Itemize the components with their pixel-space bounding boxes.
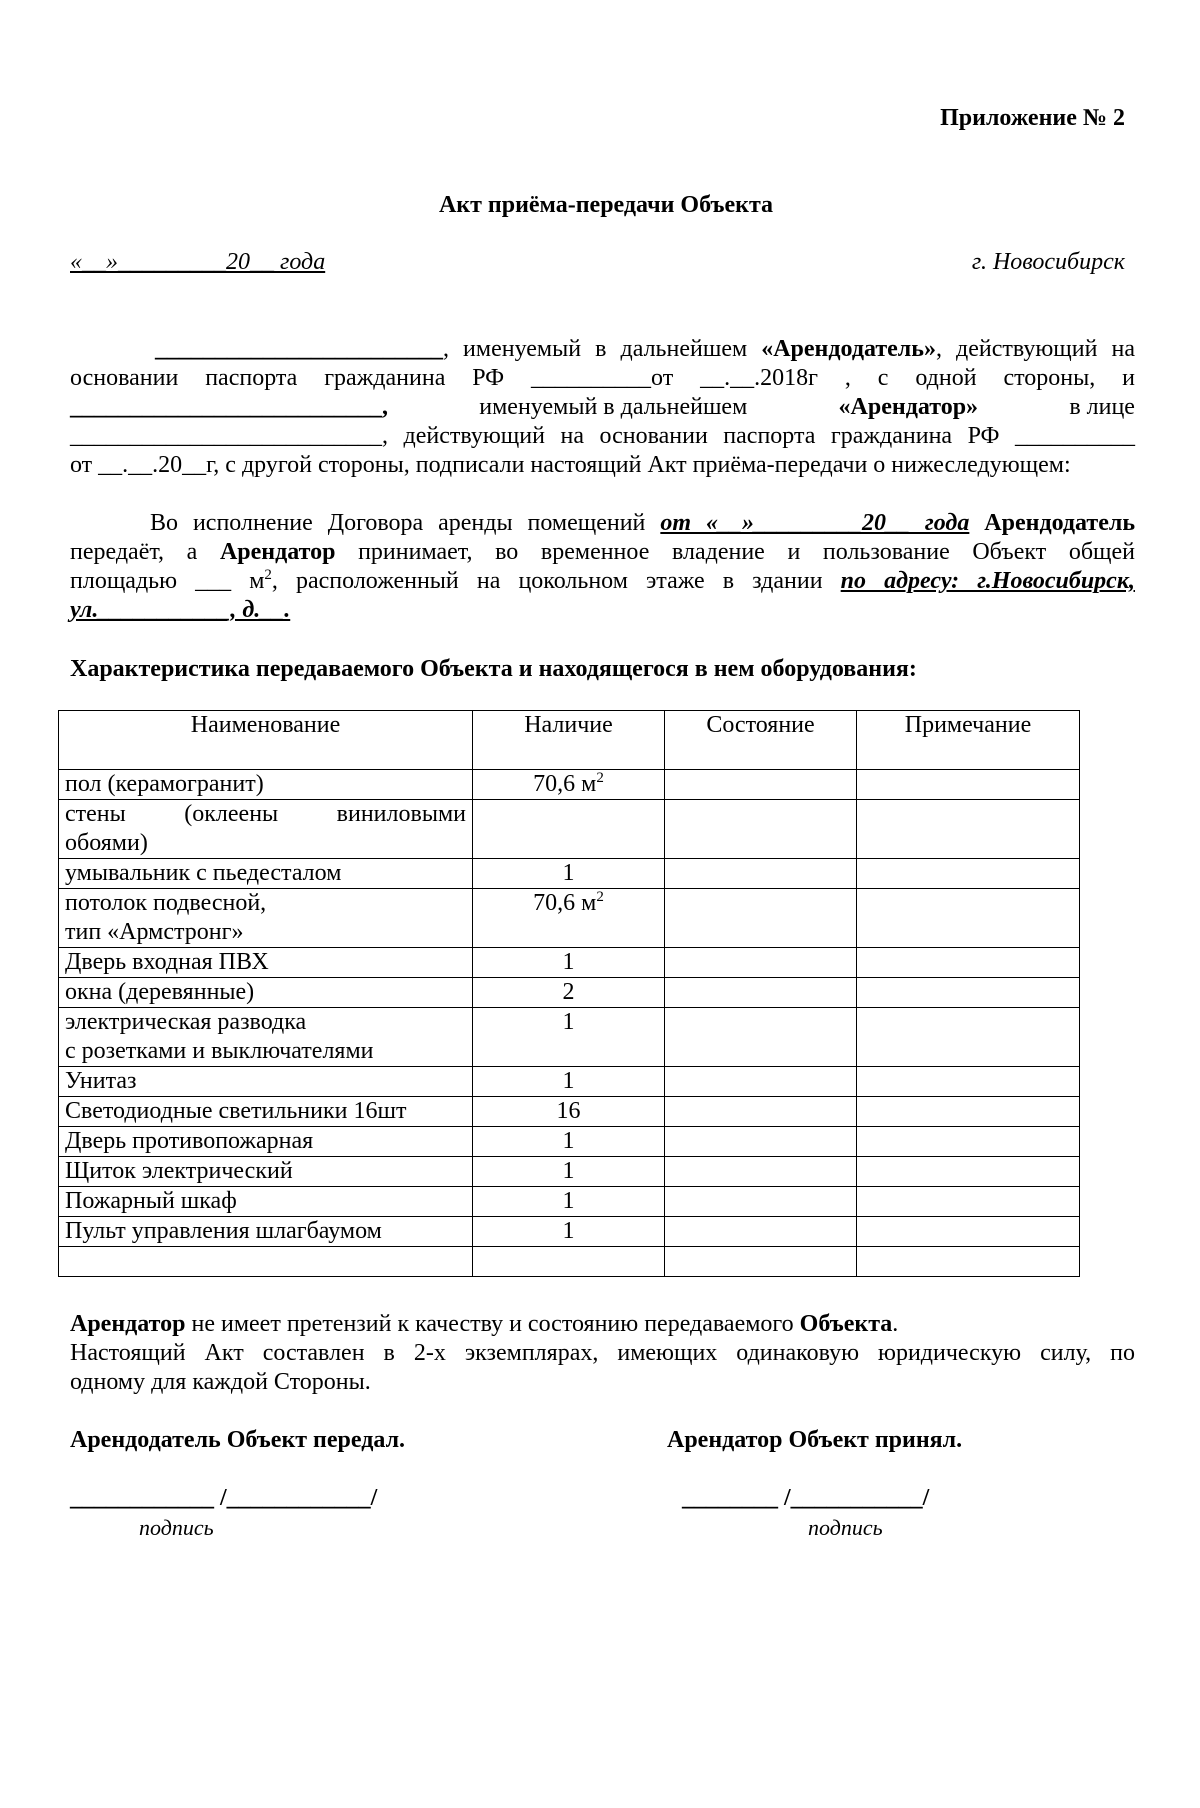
table-row: [59, 770, 1080, 800]
intro-line-2: основании паспорта гражданина РФ __________от __.__.2018г , с одной стороны, и: [70, 365, 1135, 391]
tenant-label: Арендатор: [219, 539, 336, 565]
tenant-signature-caption: подпись: [808, 1515, 883, 1540]
item-quantity: 1: [473, 948, 665, 978]
intro-line-5: от __.__.20__г, с другой стороны, подписали настоящий Акт приёма-передачи о нижеследующем:: [70, 452, 1071, 478]
item-quantity: 1: [473, 1157, 665, 1187]
item-name: Унитаз: [59, 1067, 473, 1097]
para2-line-1: [70, 509, 1135, 538]
item-condition: [665, 1157, 857, 1187]
item-quantity: 70,6 $м^2$: [473, 889, 665, 948]
closing-text: не имеет претензий к качеству и состоянию передаваемого: [185, 1311, 800, 1337]
item-condition: [665, 948, 857, 978]
table-row: [59, 800, 1080, 859]
table-header-row: [59, 711, 1080, 770]
item-quantity: 70,6 $м^2$: [473, 770, 665, 800]
para2-line-2: [70, 538, 1135, 567]
column-header: Примечание: [857, 711, 1080, 770]
para2-line-3: [70, 567, 1135, 596]
table-row: [59, 1127, 1080, 1157]
item-note: [857, 1127, 1080, 1157]
item-name: Пульт управления шлагбаумом: [59, 1217, 473, 1247]
item-name: Дверь входная ПВХ: [59, 948, 473, 978]
tenant-label: Арендатор: [70, 1311, 186, 1337]
table-row: [59, 948, 1080, 978]
item-condition: [665, 1217, 857, 1247]
item-condition: [665, 1008, 857, 1067]
item-note: [857, 770, 1080, 800]
table-row: [59, 1157, 1080, 1187]
table-row: [59, 1187, 1080, 1217]
table-row: [59, 1067, 1080, 1097]
landlord-signature-line: ____________ /____________/: [70, 1485, 378, 1511]
item-condition: [665, 1127, 857, 1157]
item-condition: [665, 859, 857, 889]
item-note: [857, 800, 1080, 859]
landlord-name-blank: ________________________: [155, 336, 443, 362]
document-title: Акт приёма-передачи Объекта: [438, 192, 774, 218]
document-date: «__»_________20__ года: [70, 249, 326, 275]
item-quantity: [473, 1247, 665, 1277]
address-label: по адресу: г.Новосибирск,: [840, 568, 1136, 594]
address-street: ул.___________, д.__.: [70, 597, 291, 623]
item-name: умывальник с пьедесталом: [59, 859, 473, 889]
item-condition: [665, 1247, 857, 1277]
item-condition: [665, 800, 857, 859]
table-row: [59, 978, 1080, 1008]
item-quantity: [473, 800, 665, 859]
item-name: Дверь противопожарная: [59, 1127, 473, 1157]
table-row: [59, 1247, 1080, 1277]
item-note: [857, 1247, 1080, 1277]
column-header: Наименование: [59, 711, 473, 770]
item-name: Светодиодные светильники 16шт: [59, 1097, 473, 1127]
item-name: пол (керамогранит): [59, 770, 473, 800]
item-note: [857, 1097, 1080, 1127]
object-label: Объекта: [799, 1311, 893, 1337]
item-quantity: 1: [473, 859, 665, 889]
closing-line-1: [70, 1310, 1135, 1339]
item-condition: [665, 1097, 857, 1127]
intro-text: , действующий на: [935, 336, 1136, 362]
closing-line-2: Настоящий Акт составлен в 2-х экземплярах, имеющих одинаковую юридическую силу, по: [70, 1340, 1135, 1366]
contract-date: от «__»_________20__ года: [660, 510, 970, 536]
table-row: [59, 1217, 1080, 1247]
item-note: [857, 859, 1080, 889]
intro-text: в лице: [1069, 394, 1135, 420]
para2-text: передаёт, а: [70, 539, 220, 565]
intro-line-1: [70, 335, 1135, 364]
item-note: [857, 1187, 1080, 1217]
table-row: [59, 859, 1080, 889]
item-name: Пожарный шкаф: [59, 1187, 473, 1217]
item-note: [857, 1217, 1080, 1247]
item-quantity: 16: [473, 1097, 665, 1127]
item-condition: [665, 978, 857, 1008]
table-row: [59, 1008, 1080, 1067]
item-quantity: 2: [473, 978, 665, 1008]
tenant-label: «Арендатор»: [838, 394, 979, 420]
item-condition: [665, 1187, 857, 1217]
para2-text: принимает, во временное владение и пользование Объект общей: [335, 539, 1136, 565]
item-condition: [665, 889, 857, 948]
item-name: Щиток электрический: [59, 1157, 473, 1187]
item-quantity: 1: [473, 1008, 665, 1067]
para2-text: площадью ___ м: [70, 568, 265, 594]
item-note: [857, 978, 1080, 1008]
item-quantity: 1: [473, 1217, 665, 1247]
item-condition: [665, 770, 857, 800]
item-quantity: 1: [473, 1187, 665, 1217]
table-row: [59, 889, 1080, 948]
intro-text: именуемый в дальнейшем: [479, 394, 748, 420]
intro-text: , именуемый в дальнейшем: [443, 336, 762, 362]
table-row: [59, 1097, 1080, 1127]
intro-line-3: [70, 393, 1135, 422]
item-note: [857, 1008, 1080, 1067]
landlord-signature-caption: подпись: [139, 1515, 214, 1540]
landlord-label: Арендодатель: [969, 510, 1136, 536]
section-title: Характеристика передаваемого Объекта и находящегося в нем оборудования:: [70, 656, 917, 682]
appendix-label: Приложение № 2: [940, 105, 1125, 131]
landlord-label: «Арендодатель»: [761, 336, 936, 362]
item-name: электрическая разводка с розетками и выключателями: [59, 1008, 473, 1067]
item-condition: [665, 1067, 857, 1097]
item-note: [857, 889, 1080, 948]
document-city: г. Новосибирск: [971, 249, 1125, 275]
para2-text: Во исполнение Договора аренды помещений: [150, 510, 661, 536]
item-name: стены (оклеены виниловыми обоями): [59, 800, 473, 859]
landlord-signature-title: Арендодатель Объект передал.: [70, 1427, 406, 1453]
column-header: Наличие: [473, 711, 665, 770]
intro-line-4: __________________________, действующий на основании паспорта гражданина РФ __________: [70, 423, 1135, 449]
item-quantity: 1: [473, 1127, 665, 1157]
tenant-signature-title: Арендатор Объект принял.: [667, 1427, 963, 1453]
item-name: окна (деревянные): [59, 978, 473, 1008]
tenant-signature-line: ________ /___________/: [682, 1485, 930, 1511]
item-name: [59, 1247, 473, 1277]
item-name: потолок подвесной, тип «Армстронг»: [59, 889, 473, 948]
tenant-name-blank: __________________________,: [70, 394, 388, 420]
item-quantity: 1: [473, 1067, 665, 1097]
para2-text: , расположенный на цокольном этаже в здании: [271, 568, 841, 594]
closing-line-3: одному для каждой Стороны.: [70, 1369, 371, 1395]
superscript: 2: [264, 567, 272, 583]
equipment-table: [58, 710, 1080, 1277]
item-note: [857, 948, 1080, 978]
column-header: Состояние: [665, 711, 857, 770]
item-note: [857, 1157, 1080, 1187]
closing-text: .: [892, 1311, 899, 1337]
item-note: [857, 1067, 1080, 1097]
